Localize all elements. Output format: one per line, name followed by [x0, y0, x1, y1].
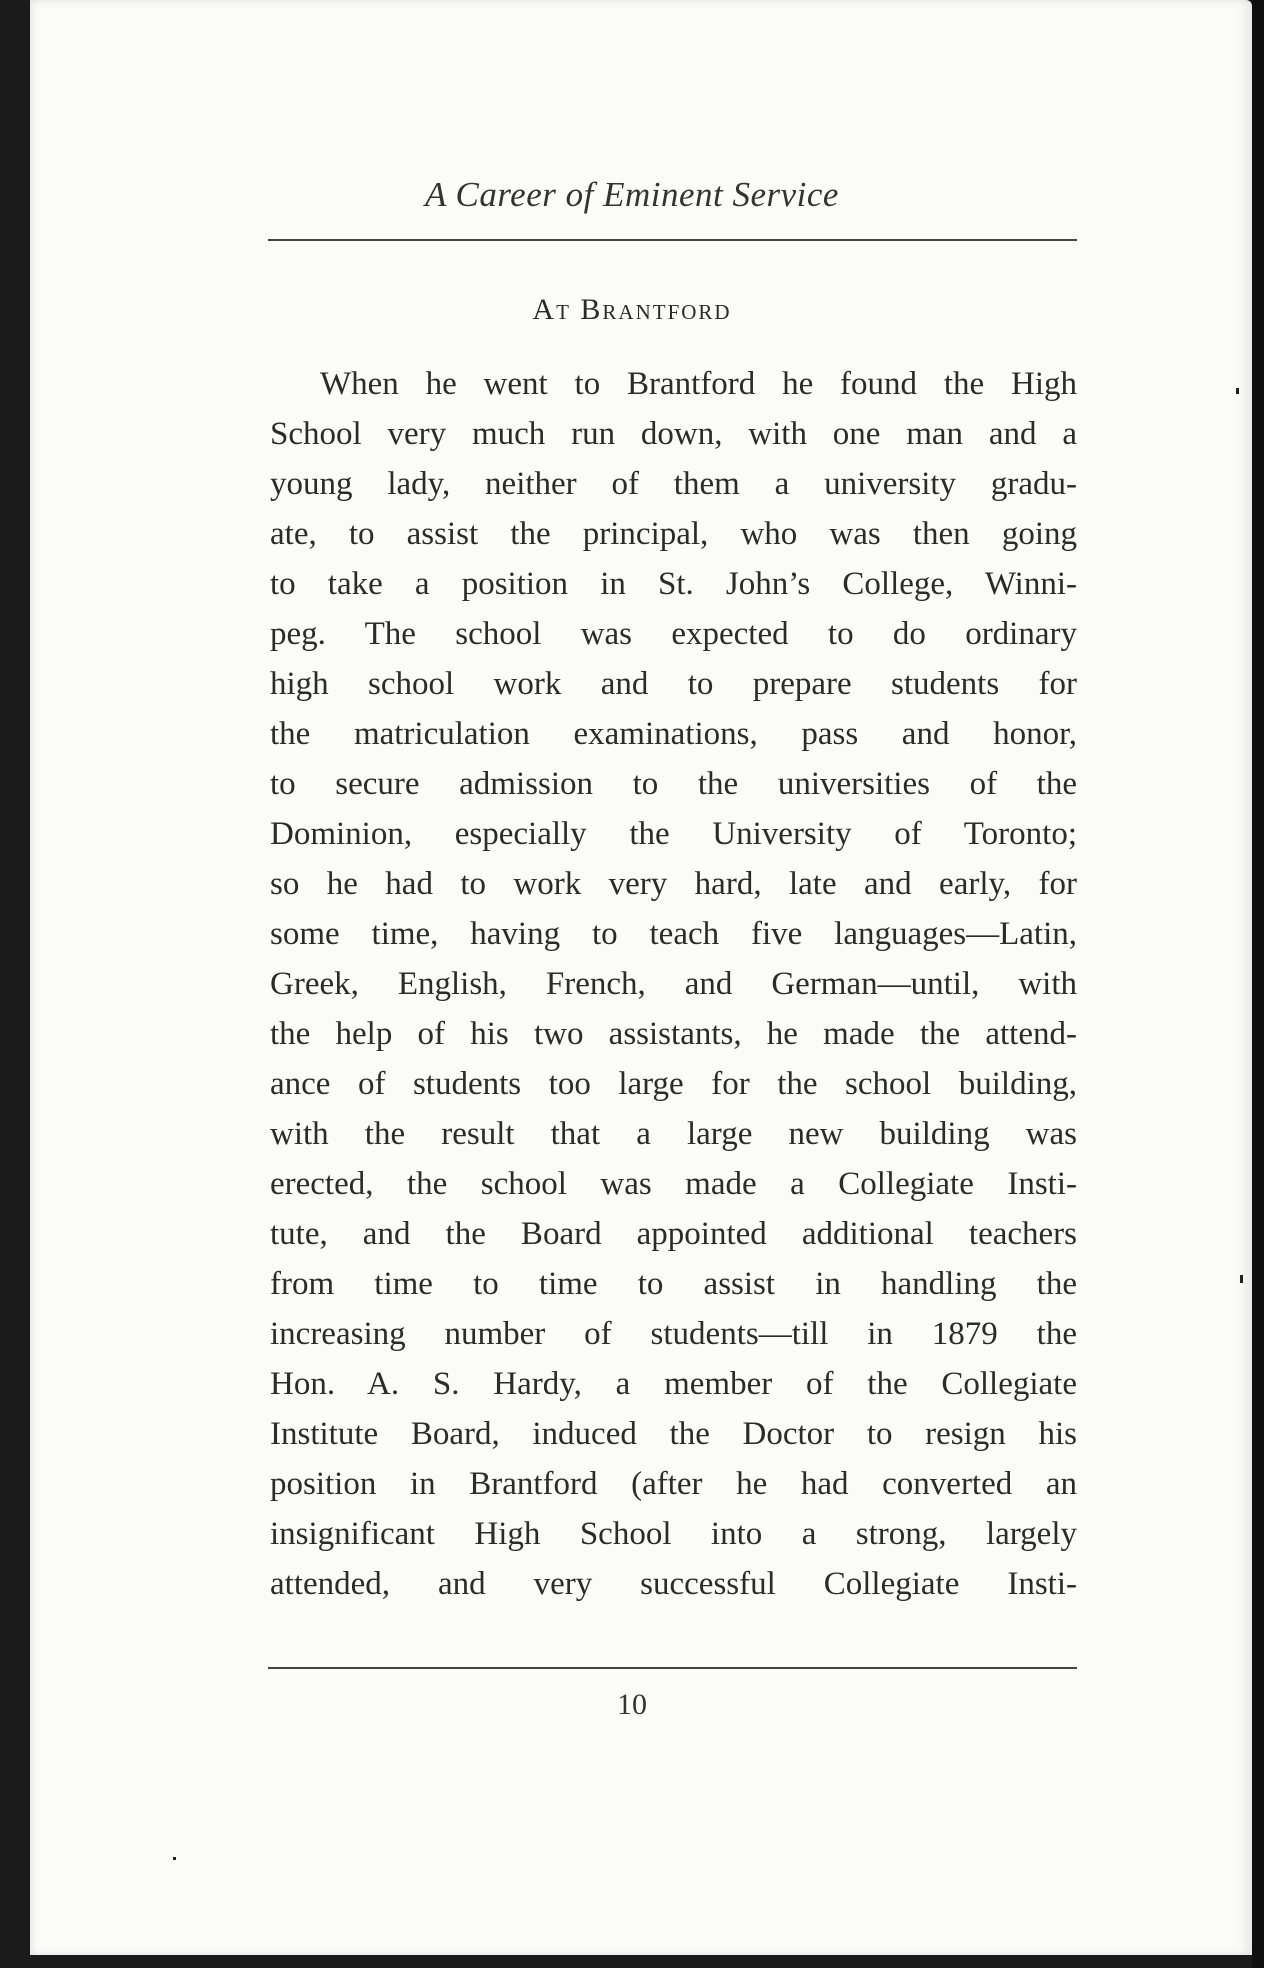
- text-line: Hon. A. S. Hardy, a member of the Collegiate: [270, 1366, 1077, 1402]
- text-line: School very much run down, with one man and a: [270, 416, 1077, 452]
- text-line: Dominion, especially the University of Toronto;: [270, 816, 1077, 852]
- text-line: with the result that a large new building was: [270, 1116, 1077, 1152]
- text-line: attended, and very successful Collegiate Insti-: [270, 1566, 1077, 1602]
- text-line: Greek, English, French, and German—until, with: [270, 966, 1077, 1002]
- text-line: the help of his two assistants, he made the attend-: [270, 1016, 1077, 1052]
- running-head: A Career of Eminent Service: [425, 175, 839, 214]
- text-line: from time to time to assist in handling the: [270, 1266, 1077, 1302]
- text-line: ance of students too large for the school building,: [270, 1066, 1077, 1102]
- text-line: some time, having to teach five languages—Latin,: [270, 916, 1077, 952]
- text-line: erected, the school was made a Collegiate Insti-: [270, 1166, 1077, 1202]
- text-line: the matriculation examinations, pass and honor,: [270, 716, 1077, 752]
- section-heading: At Brantford: [532, 293, 732, 326]
- body-paragraph: [270, 359, 1077, 1609]
- text-line: high school work and to prepare students for: [270, 666, 1077, 702]
- scan-speck: [1240, 1275, 1243, 1283]
- page-number: 10: [617, 1688, 647, 1721]
- text-line: to take a position in St. John’s College, Winni-: [270, 566, 1077, 602]
- text-line: Institute Board, induced the Doctor to resign his: [270, 1416, 1077, 1452]
- text-line: tute, and the Board appointed additional teachers: [270, 1216, 1077, 1252]
- text-line: When he went to Brantford he found the High: [320, 366, 1077, 402]
- scan-speck: [173, 1857, 176, 1860]
- text-line: to secure admission to the universities of the: [270, 766, 1077, 802]
- footer-rule: [268, 1667, 1077, 1669]
- text-line: insignificant High School into a strong, largely: [270, 1516, 1077, 1552]
- text-line: so he had to work very hard, late and early, for: [270, 866, 1077, 902]
- text-line: peg. The school was expected to do ordinary: [270, 616, 1077, 652]
- header-rule: [268, 239, 1077, 241]
- text-line: position in Brantford (after he had converted an: [270, 1466, 1077, 1502]
- text-line: young lady, neither of them a university gradu-: [270, 466, 1077, 502]
- text-line: increasing number of students—till in 1879 the: [270, 1316, 1077, 1352]
- scan-speck: [1236, 388, 1239, 394]
- text-line: ate, to assist the principal, who was then going: [270, 516, 1077, 552]
